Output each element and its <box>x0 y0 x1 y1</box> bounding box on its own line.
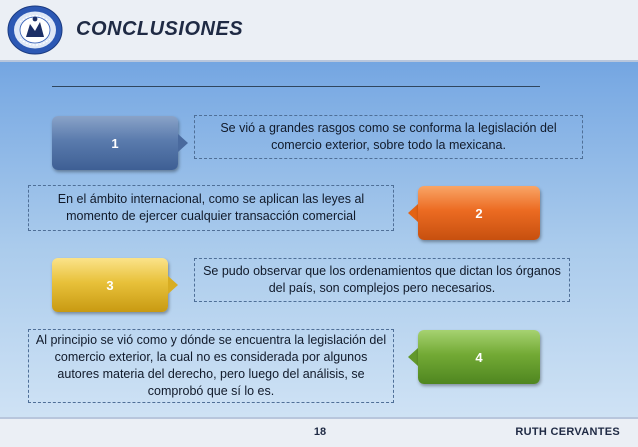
conclusion-text-1-label: Se vió a grandes rasgos como se conforma la legislación del comercio exterior, sobre todo la mexicana. <box>220 121 557 152</box>
conclusion-text-2-label: En el ámbito internacional, como se aplican las leyes al momento de ejercer cualquier transacción comercial <box>57 192 365 223</box>
header-bar <box>0 0 638 62</box>
arrow-right-icon <box>168 276 178 294</box>
conclusion-text-1 <box>194 115 583 159</box>
divider-line <box>52 86 540 87</box>
conclusion-text-4 <box>28 329 394 403</box>
page-number: 18 <box>313 426 327 438</box>
conclusion-text-3 <box>194 258 570 302</box>
step-badge-3: 3 <box>52 258 168 312</box>
arrow-left-icon <box>408 348 418 366</box>
step-badge-2: 2 <box>418 186 540 240</box>
conclusion-text-4-label: Al principio se vió como y dónde se encuentra la legislación del comercio exterior, la cual no es considerada por algunos autores materia del derecho, pero luego del análisis, se comprobó que sí lo es. <box>35 333 387 398</box>
arrow-left-icon <box>408 204 418 222</box>
university-seal-icon <box>6 4 64 56</box>
conclusion-text-3-label: Se pudo observar que los ordenamientos que dictan los órganos del país, son complejos pero necesarios. <box>203 264 561 295</box>
step-badge-1: 1 <box>52 116 178 170</box>
author-name: RUTH CERVANTES <box>515 426 620 438</box>
step-badge-4: 4 <box>418 330 540 384</box>
page-title: CONCLUSIONES <box>76 18 244 40</box>
footer-bar <box>0 417 638 447</box>
conclusion-text-2 <box>28 185 394 231</box>
arrow-right-icon <box>178 134 188 152</box>
